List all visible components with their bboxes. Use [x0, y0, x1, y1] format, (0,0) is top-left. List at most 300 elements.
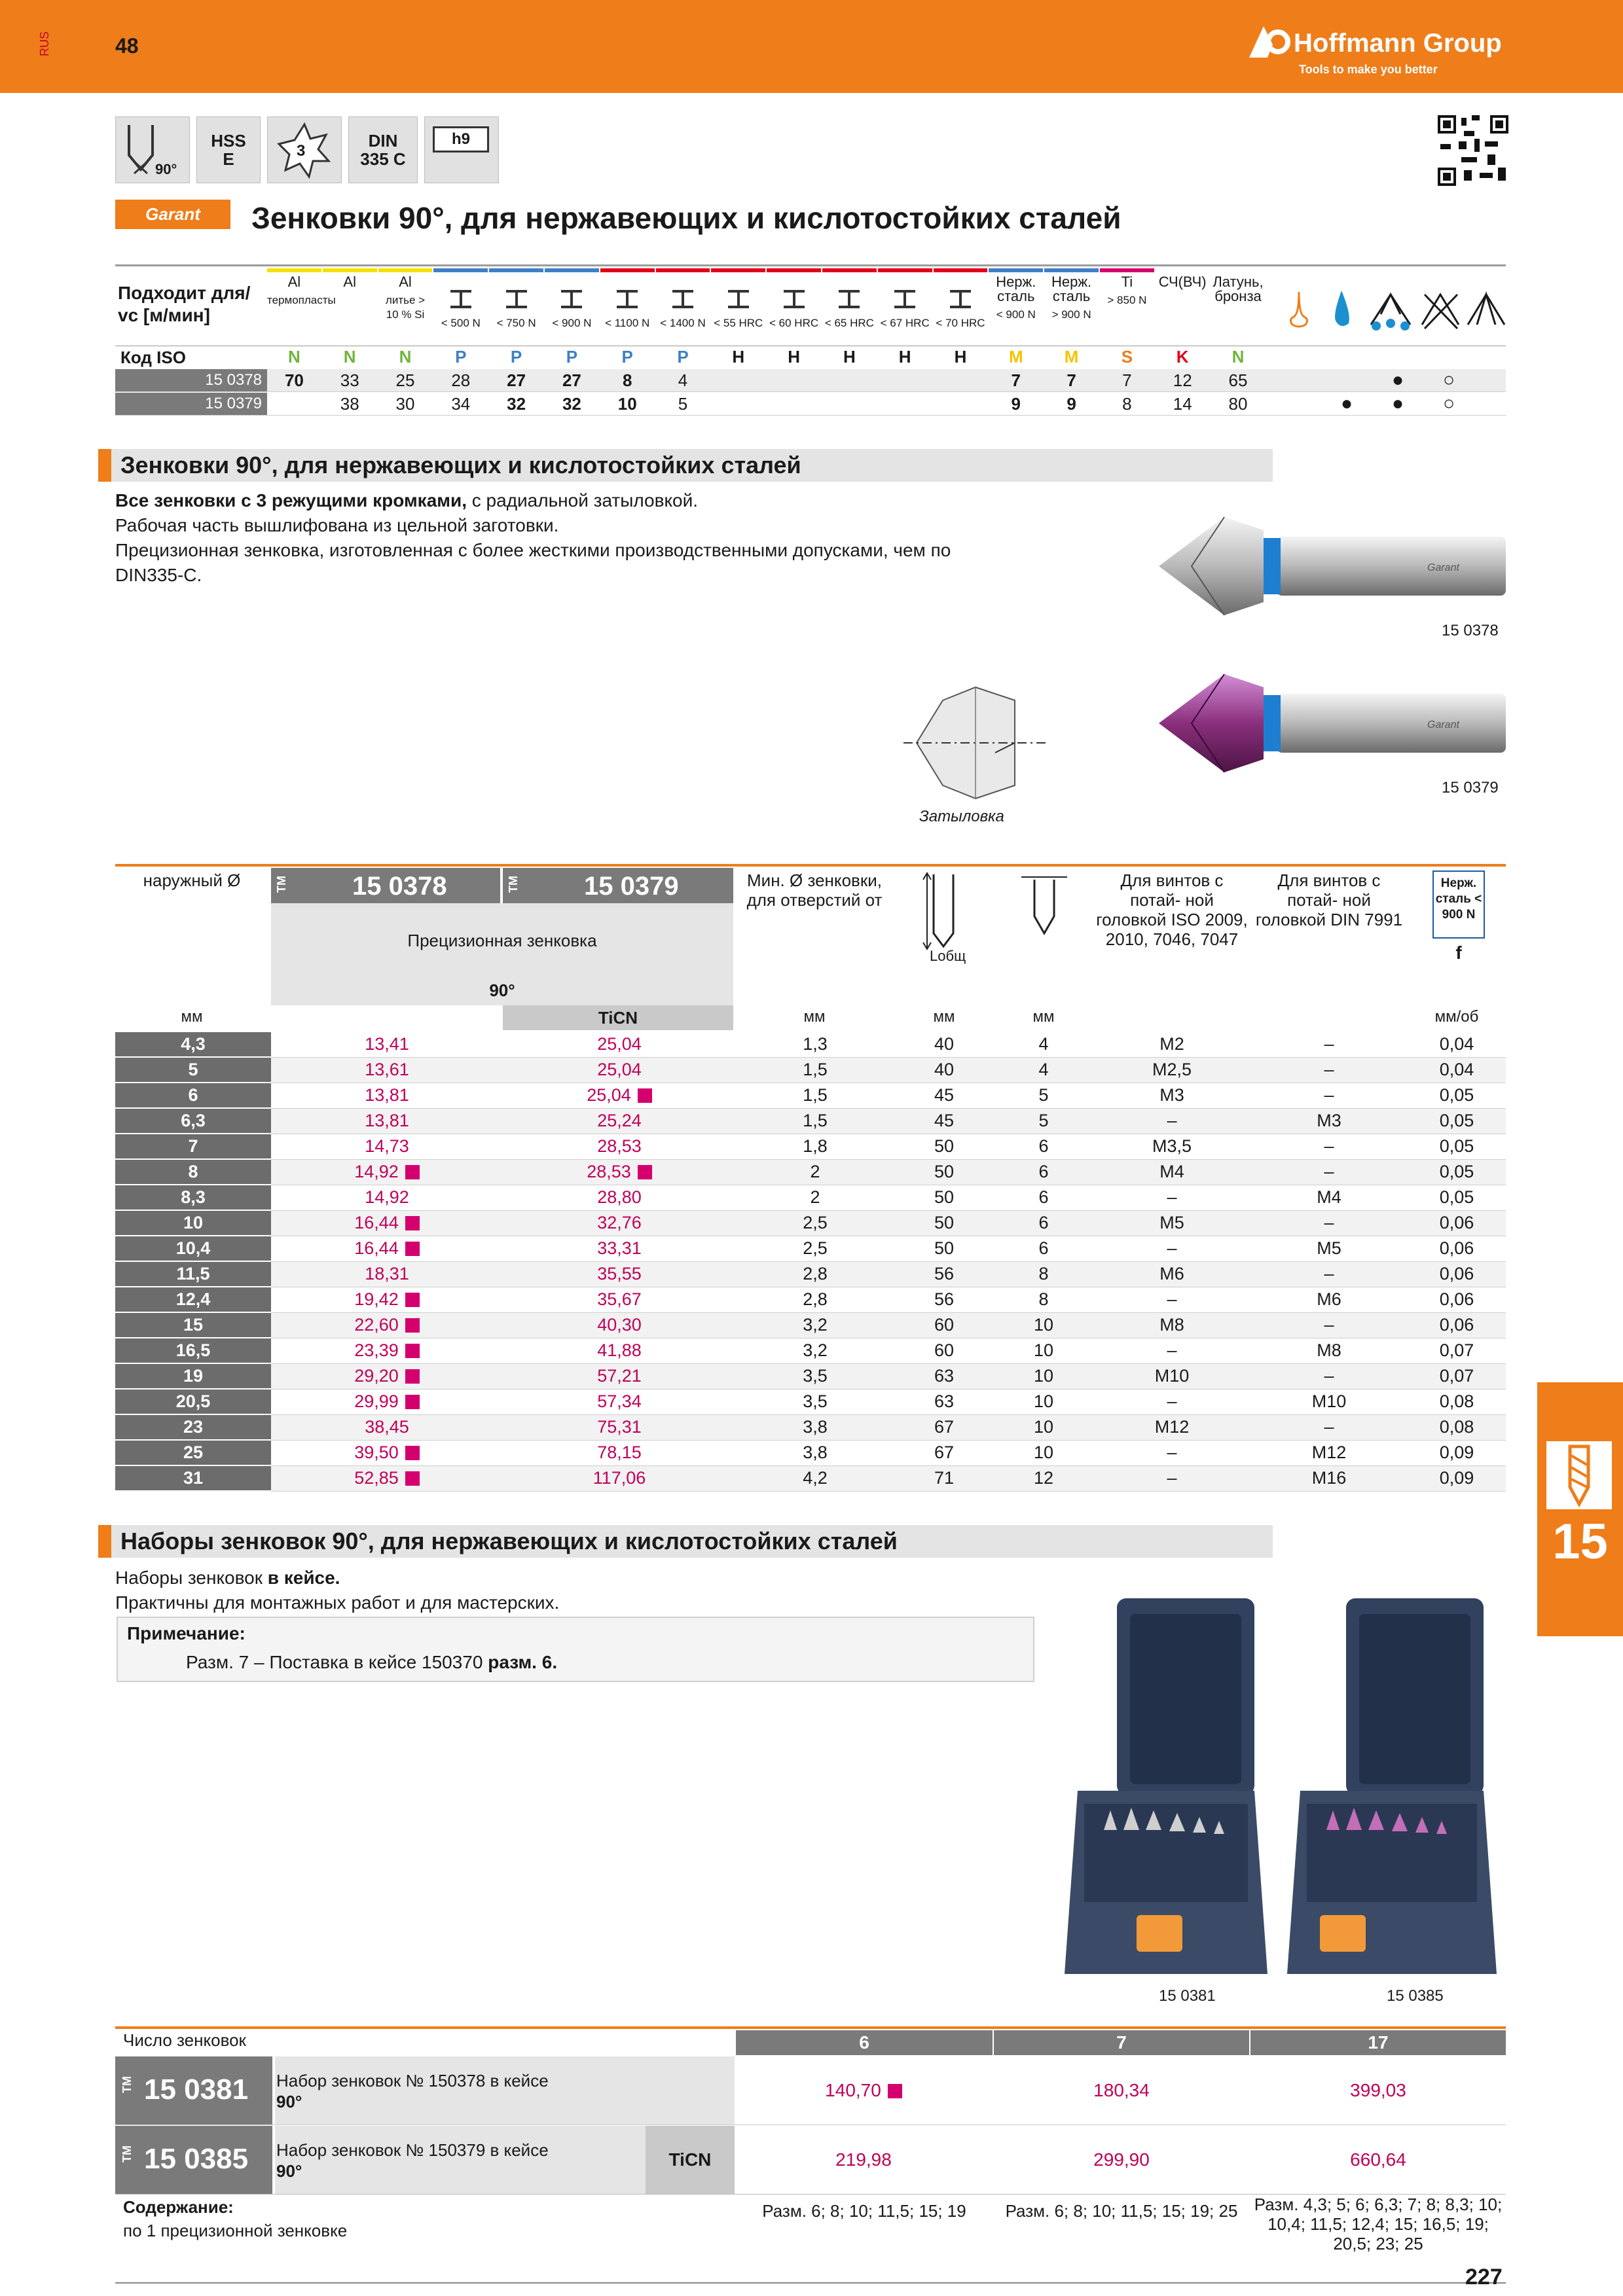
material-color-bar — [656, 268, 710, 272]
price-value: 28,53 — [587, 1162, 631, 1181]
cutting-speed: 80 — [1228, 394, 1248, 414]
set-code — [115, 2056, 272, 2125]
material-color-bar — [1044, 268, 1099, 272]
material-column — [1211, 275, 1266, 346]
contents-row — [115, 2194, 1506, 2284]
iso-code: H — [843, 347, 856, 367]
price-value: 25,04 — [597, 1060, 642, 1079]
price-value: 39,50 — [354, 1443, 399, 1462]
cutting-speed: 7 — [1067, 370, 1076, 390]
tolerance-h9: h9 — [424, 117, 499, 183]
price-150379[interactable] — [503, 1185, 736, 1210]
cutting-speed: 12 — [1173, 370, 1192, 390]
drill-icon — [1546, 1441, 1612, 1509]
suitability-row-code: 15 0378 — [115, 369, 267, 391]
material-column — [323, 275, 377, 346]
cutting-speed: 9 — [1011, 394, 1021, 414]
set-price[interactable] — [1250, 2126, 1506, 2194]
min-diameter: 3,5 — [736, 1389, 894, 1414]
three-flutes-icon: 3 — [267, 117, 342, 183]
feed-material-badge: Нерж. сталь < 900 N — [1432, 870, 1485, 939]
material-color-bar — [489, 268, 543, 272]
din-screw: – — [1250, 1134, 1408, 1159]
feed-rate: 0,05 — [1408, 1185, 1506, 1210]
price-value: 41,88 — [597, 1340, 642, 1360]
price-150379[interactable] — [503, 1210, 736, 1236]
price-value: 35,67 — [597, 1289, 642, 1309]
table-row — [115, 1210, 1506, 1236]
set-code-value: 15 0381 — [144, 2073, 249, 2106]
suitability-rows — [115, 369, 1506, 416]
feed-rate: 0,07 — [1408, 1363, 1506, 1389]
outer-diameter: 25 — [115, 1440, 271, 1465]
steel-beam-icon — [614, 289, 640, 309]
material-color-bar — [767, 268, 821, 272]
iso-screw: – — [1093, 1465, 1250, 1491]
material-spec: < 500 N — [441, 317, 481, 329]
price-150378[interactable] — [271, 1440, 503, 1465]
price-150379[interactable] — [503, 1032, 736, 1057]
col-din-screws: Для винтов с потай- ной головкой DIN 7991 — [1255, 870, 1403, 929]
table-row — [115, 1440, 1506, 1465]
material-spec: < 65 HRC — [824, 317, 874, 329]
qr-code[interactable] — [1438, 115, 1508, 186]
outer-diameter: 8,3 — [115, 1185, 271, 1210]
price-value: 19,42 — [354, 1289, 399, 1309]
stock-mark-icon — [405, 1369, 420, 1384]
set-price-value: 180,34 — [1093, 2080, 1150, 2100]
steel-beam-icon — [503, 289, 530, 309]
price-value: 22,60 — [354, 1315, 399, 1335]
count-7: 7 — [994, 2030, 1249, 2055]
overall-length: 63 — [894, 1389, 994, 1414]
table-row — [115, 1185, 1506, 1210]
table-row — [115, 1414, 1506, 1440]
material-color-bar — [433, 268, 488, 272]
material-spec: > 850 N — [1107, 294, 1147, 306]
cutting-speed: 33 — [340, 370, 359, 390]
stock-mark-icon — [405, 1293, 420, 1307]
price-150379[interactable] — [503, 1134, 736, 1159]
price-150379[interactable] — [503, 1159, 736, 1185]
stock-mark-icon — [638, 1088, 652, 1103]
price-150379[interactable] — [503, 1261, 736, 1287]
overall-length: 50 — [894, 1185, 994, 1210]
price-150378[interactable] — [271, 1312, 503, 1338]
material-name: Al — [399, 274, 412, 290]
price-150378[interactable] — [271, 1032, 503, 1057]
set-coating: TiCN — [646, 2126, 735, 2194]
cutting-speed: 70 — [284, 370, 304, 390]
outer-diameter: 15 — [115, 1312, 271, 1338]
hoffmann-logo-icon — [1247, 22, 1292, 62]
contents-label-2: по 1 прецизионной зенковке — [123, 2221, 348, 2240]
table-row — [115, 1032, 1506, 1057]
chapter-tab[interactable] — [1537, 1382, 1623, 1636]
material-spec: термопласты — [267, 294, 336, 306]
suitability-row — [115, 369, 1506, 392]
iso-code: P — [677, 347, 689, 367]
price-150379[interactable] — [503, 1083, 736, 1108]
iso-code: N — [343, 347, 356, 367]
iso-code: S — [1121, 347, 1133, 367]
col-min-diameter: Мин. Ø зенковки, для отверстий от — [746, 870, 883, 910]
material-spec: < 750 N — [496, 317, 536, 329]
min-diameter: 3,8 — [736, 1414, 894, 1440]
overall-length: 56 — [894, 1261, 994, 1287]
countersink-table — [115, 1032, 1506, 1492]
din-screw: – — [1250, 1261, 1408, 1287]
material-color-bar — [600, 268, 655, 272]
price-150378[interactable] — [271, 1134, 503, 1159]
price-150378[interactable] — [271, 1363, 503, 1389]
din-screw: M10 — [1250, 1389, 1408, 1414]
din-screw: M3 — [1250, 1108, 1408, 1134]
overall-length: 50 — [894, 1236, 994, 1261]
price-value: 32,76 — [597, 1213, 642, 1232]
product-image-150378 — [1152, 511, 1519, 622]
cutting-speed: 25 — [395, 370, 415, 390]
material-column — [600, 275, 655, 346]
material-spec: < 70 HRC — [936, 317, 985, 329]
case-image-150385 — [1281, 1594, 1503, 1987]
price-150378[interactable] — [271, 1185, 503, 1210]
svg-text:Garant: Garant — [1427, 562, 1459, 573]
material-name: Al — [343, 274, 356, 290]
price-value: 13,81 — [365, 1085, 409, 1105]
price-150379[interactable] — [503, 1287, 736, 1312]
material-color-bar — [878, 268, 932, 272]
iso-code: N — [399, 347, 412, 367]
overall-length: 60 — [894, 1312, 994, 1338]
price-150378[interactable] — [271, 1108, 503, 1134]
outer-diameter: 10 — [115, 1210, 271, 1236]
price-150379[interactable] — [503, 1108, 736, 1134]
overall-length: 40 — [894, 1032, 994, 1057]
table-row — [115, 1363, 1506, 1389]
set-desc-line: Набор зенковок № 150378 в кейсе — [276, 2071, 549, 2090]
table-row — [115, 1312, 1506, 1338]
min-diameter: 1,8 — [736, 1134, 894, 1159]
material-column — [989, 275, 1043, 346]
overall-length: 45 — [894, 1083, 994, 1108]
brand-tagline: Tools to make you better — [1299, 63, 1438, 76]
cutting-speed: 4 — [678, 370, 688, 390]
price-150379[interactable] — [503, 1440, 736, 1465]
price-150378[interactable] — [271, 1338, 503, 1363]
overall-length: 67 — [894, 1414, 994, 1440]
table-row — [115, 1083, 1506, 1108]
table-row — [115, 1159, 1506, 1185]
price-value: 33,31 — [597, 1238, 642, 1258]
min-diameter: 2,5 — [736, 1210, 894, 1236]
set-price-value: 660,64 — [1350, 2149, 1406, 2170]
shank-diameter: 6 — [994, 1159, 1093, 1185]
feed-rate: 0,05 — [1408, 1083, 1506, 1108]
price-150379[interactable] — [503, 1312, 736, 1338]
page-number-left: 48 — [115, 34, 139, 58]
material-spec: < 1100 N — [605, 317, 650, 329]
set-price-value: 140,70 — [825, 2080, 881, 2100]
unit-mm-4: мм — [1032, 1008, 1055, 1026]
price-value: 14,73 — [365, 1136, 409, 1156]
stock-mark-icon — [405, 1446, 420, 1460]
din-screw: M8 — [1250, 1338, 1408, 1363]
iso-screw: M6 — [1093, 1261, 1250, 1287]
material-column — [878, 275, 932, 346]
din-screw: – — [1250, 1210, 1408, 1236]
unit-mm-1: мм — [181, 1008, 203, 1026]
iso-codes — [115, 346, 1506, 369]
din-screw: M6 — [1250, 1287, 1408, 1312]
outer-diameter: 16,5 — [115, 1338, 271, 1363]
set-price-value: 219,98 — [835, 2149, 892, 2170]
material-column — [545, 275, 599, 346]
set-code-value: 15 0385 — [144, 2143, 249, 2175]
min-diameter: 2,5 — [736, 1236, 894, 1261]
note-box — [117, 1617, 1034, 1682]
overall-length-icon: Lобщ — [894, 870, 993, 982]
price-150378[interactable] — [271, 1236, 503, 1261]
din-screw: – — [1250, 1032, 1408, 1057]
count-label: Число зенковок — [123, 2030, 246, 2050]
material-column — [267, 274, 336, 346]
feed-rate: 0,04 — [1408, 1057, 1506, 1083]
iso-code: P — [455, 347, 467, 367]
contents-label: Содержание: — [123, 2197, 234, 2217]
outer-diameter: 31 — [115, 1465, 271, 1491]
price-150379[interactable] — [503, 1465, 736, 1491]
shank-diameter: 10 — [994, 1414, 1093, 1440]
shank-diameter: 8 — [994, 1261, 1093, 1287]
table-row — [115, 1338, 1506, 1363]
material-hss-e: HSS E — [196, 117, 261, 183]
material-spec: > 900 N — [1051, 308, 1091, 321]
stock-mark-icon — [405, 1471, 420, 1486]
price-150378[interactable] — [271, 1287, 503, 1312]
contents-6: Разм. 6; 8; 10; 11,5; 15; 19 — [762, 2201, 966, 2221]
price-value: 29,20 — [354, 1366, 399, 1386]
min-diameter: 2 — [736, 1185, 894, 1210]
price-value: 25,04 — [587, 1085, 631, 1105]
price-150379[interactable] — [503, 1236, 736, 1261]
set-angle: 90° — [276, 2161, 302, 2181]
set-price[interactable] — [1250, 2056, 1506, 2125]
price-150378[interactable] — [271, 1389, 503, 1414]
stock-mark-icon — [405, 1216, 420, 1230]
set-code — [115, 2126, 272, 2194]
price-value: 14,92 — [354, 1162, 399, 1181]
price-150378[interactable] — [271, 1414, 503, 1440]
material-spec: литье > 10 % Si — [385, 294, 426, 321]
material-spec: < 900 N — [552, 317, 592, 329]
set-description — [275, 2126, 735, 2194]
feed-rate: 0,06 — [1408, 1210, 1506, 1236]
material-spec: < 67 HRC — [880, 317, 930, 329]
min-diameter: 4,2 — [736, 1465, 894, 1491]
cutting-speed: 27 — [507, 370, 526, 390]
price-value: 57,21 — [597, 1366, 642, 1386]
coolant-mark: ● — [1391, 369, 1404, 391]
note-title: Примечание: — [127, 1623, 246, 1643]
set-price[interactable] — [736, 2056, 991, 2125]
min-diameter: 3,2 — [736, 1312, 894, 1338]
iso-label: Код ISO — [120, 348, 186, 367]
steel-beam-icon — [558, 289, 585, 309]
min-diameter: 1,5 — [736, 1057, 894, 1083]
min-diameter: 3,5 — [736, 1363, 894, 1389]
feed-rate: 0,06 — [1408, 1236, 1506, 1261]
overall-length: 63 — [894, 1363, 994, 1389]
iso-screw: – — [1093, 1236, 1250, 1261]
set-angle: 90° — [276, 2092, 302, 2111]
product-image-1-label: 15 0378 — [1442, 622, 1499, 639]
outer-diameter: 10,4 — [115, 1236, 271, 1261]
shank-diameter: 4 — [994, 1032, 1093, 1057]
table-row — [115, 1287, 1506, 1312]
min-diameter: 1,3 — [736, 1032, 894, 1057]
price-value: 25,24 — [597, 1111, 642, 1130]
material-name: Ti — [1121, 274, 1133, 290]
cutting-speed: 38 — [340, 394, 359, 414]
iso-code: P — [566, 347, 578, 367]
table-row — [115, 1261, 1506, 1287]
iso-screw: – — [1093, 1108, 1250, 1134]
cutting-speed: 34 — [451, 394, 471, 414]
iso-screw: M10 — [1093, 1363, 1250, 1389]
set-price-value: 299,90 — [1093, 2149, 1150, 2170]
material-color-bar — [989, 268, 1043, 272]
set-price[interactable] — [736, 2126, 991, 2194]
material-spec: < 60 HRC — [769, 317, 819, 329]
section-1-title: Зенковки 90°, для нержавеющих и кислотостойких сталей — [98, 449, 1273, 482]
countersink-angle-icon: 90° — [115, 117, 190, 183]
material-column — [711, 275, 765, 346]
iso-code: M — [1008, 347, 1023, 367]
price-150379[interactable] — [503, 1057, 736, 1083]
set-row — [115, 2126, 1506, 2195]
min-diameter: 3,8 — [736, 1440, 894, 1465]
iso-screw: M3,5 — [1093, 1134, 1250, 1159]
price-value: 16,44 — [354, 1213, 399, 1232]
cutting-speed: 7 — [1011, 370, 1021, 390]
suitability-top-rule — [115, 264, 1506, 266]
steel-beam-icon — [947, 289, 974, 309]
shank-diameter: 10 — [994, 1440, 1093, 1465]
case-image-2-label: 15 0385 — [1387, 1987, 1444, 2005]
stock-mark-icon — [405, 1344, 420, 1358]
min-diameter: 3,2 — [736, 1338, 894, 1363]
chapter-number: 15 — [1552, 1514, 1608, 1570]
price-value: 40,30 — [597, 1315, 642, 1335]
material-color-bar — [267, 268, 321, 272]
coolant-mark: ● — [1391, 393, 1404, 414]
product-desc-header: Прецизионная зенковка 90° — [271, 903, 733, 1005]
material-color-bar — [711, 268, 765, 272]
case-image-1-label: 15 0381 — [1159, 1987, 1216, 2005]
stock-mark-icon — [638, 1165, 652, 1179]
coolant-mark: ○ — [1442, 393, 1455, 414]
din-screw: M12 — [1250, 1440, 1408, 1465]
stock-mark-icon — [405, 1318, 420, 1333]
material-name: СЧ(ВЧ) — [1158, 274, 1207, 290]
suitability-label-1: Подходит для/ — [118, 283, 251, 303]
price-150378[interactable] — [271, 1210, 503, 1236]
material-column — [378, 275, 433, 346]
iso-screw: M12 — [1093, 1414, 1250, 1440]
price-150378[interactable] — [271, 1083, 503, 1108]
stock-mark-icon — [888, 2084, 902, 2098]
price-value: 14,92 — [365, 1187, 409, 1207]
iso-code: P — [510, 347, 522, 367]
price-150379[interactable] — [503, 1338, 736, 1363]
water-drop-icon — [1335, 291, 1349, 326]
svg-text:Garant: Garant — [1427, 719, 1459, 730]
cutting-speed: 9 — [1067, 394, 1076, 414]
coolant-mark: ● — [1340, 393, 1353, 414]
set-desc-line: Набор зенковок № 150379 в кейсе — [276, 2140, 549, 2160]
iso-screw: M4 — [1093, 1159, 1250, 1185]
stock-mark-icon — [405, 1395, 420, 1409]
steel-beam-icon — [725, 289, 752, 309]
table-row — [115, 1057, 1506, 1083]
iso-screw: M5 — [1093, 1210, 1250, 1236]
price-150378[interactable] — [271, 1057, 503, 1083]
coating-ticn: TiCN — [503, 1005, 733, 1030]
min-diameter: 2 — [736, 1159, 894, 1185]
table-row — [115, 1465, 1506, 1491]
oil-drop-icon — [1290, 292, 1307, 327]
overall-length: 56 — [894, 1287, 994, 1312]
shank-diameter: 10 — [994, 1338, 1093, 1363]
din-screw: M5 — [1250, 1236, 1408, 1261]
section-2-title: Наборы зенковок 90°, для нержавеющих и кислотостойких сталей — [98, 1525, 1273, 1558]
main-table-top-rule — [115, 864, 1506, 867]
price-150379[interactable] — [503, 1414, 736, 1440]
brand-logo[interactable] — [1247, 22, 1292, 65]
material-column — [1156, 275, 1210, 346]
set-description — [275, 2056, 735, 2125]
price-150378[interactable] — [271, 1465, 503, 1491]
iso-screw: M2,5 — [1093, 1057, 1250, 1083]
material-column — [1100, 275, 1154, 346]
iso-code: N — [288, 347, 301, 367]
material-column — [934, 275, 988, 346]
steel-beam-icon — [836, 289, 862, 309]
outer-diameter: 6,3 — [115, 1108, 271, 1134]
cutting-speed: 8 — [622, 370, 632, 390]
set-price[interactable] — [994, 2126, 1249, 2194]
price-150378[interactable] — [271, 1261, 503, 1287]
page-number: 227 — [1465, 2265, 1503, 2289]
iso-code: H — [788, 347, 800, 367]
outer-diameter: 11,5 — [115, 1261, 271, 1287]
price-150379[interactable] — [503, 1363, 736, 1389]
iso-code: N — [1231, 347, 1245, 367]
min-diameter: 1,5 — [736, 1083, 894, 1108]
material-spec: < 55 HRC — [714, 317, 763, 329]
material-name: Нерж. сталь — [996, 274, 1036, 304]
set-price[interactable] — [994, 2056, 1249, 2125]
overall-length: 50 — [894, 1210, 994, 1236]
cutting-speed: 7 — [1122, 370, 1132, 390]
price-150378[interactable] — [271, 1159, 503, 1185]
material-column — [767, 275, 821, 346]
iso-screw: – — [1093, 1440, 1250, 1465]
iso-code: H — [954, 347, 967, 367]
price-150379[interactable] — [503, 1389, 736, 1414]
din-screw: M4 — [1250, 1185, 1408, 1210]
